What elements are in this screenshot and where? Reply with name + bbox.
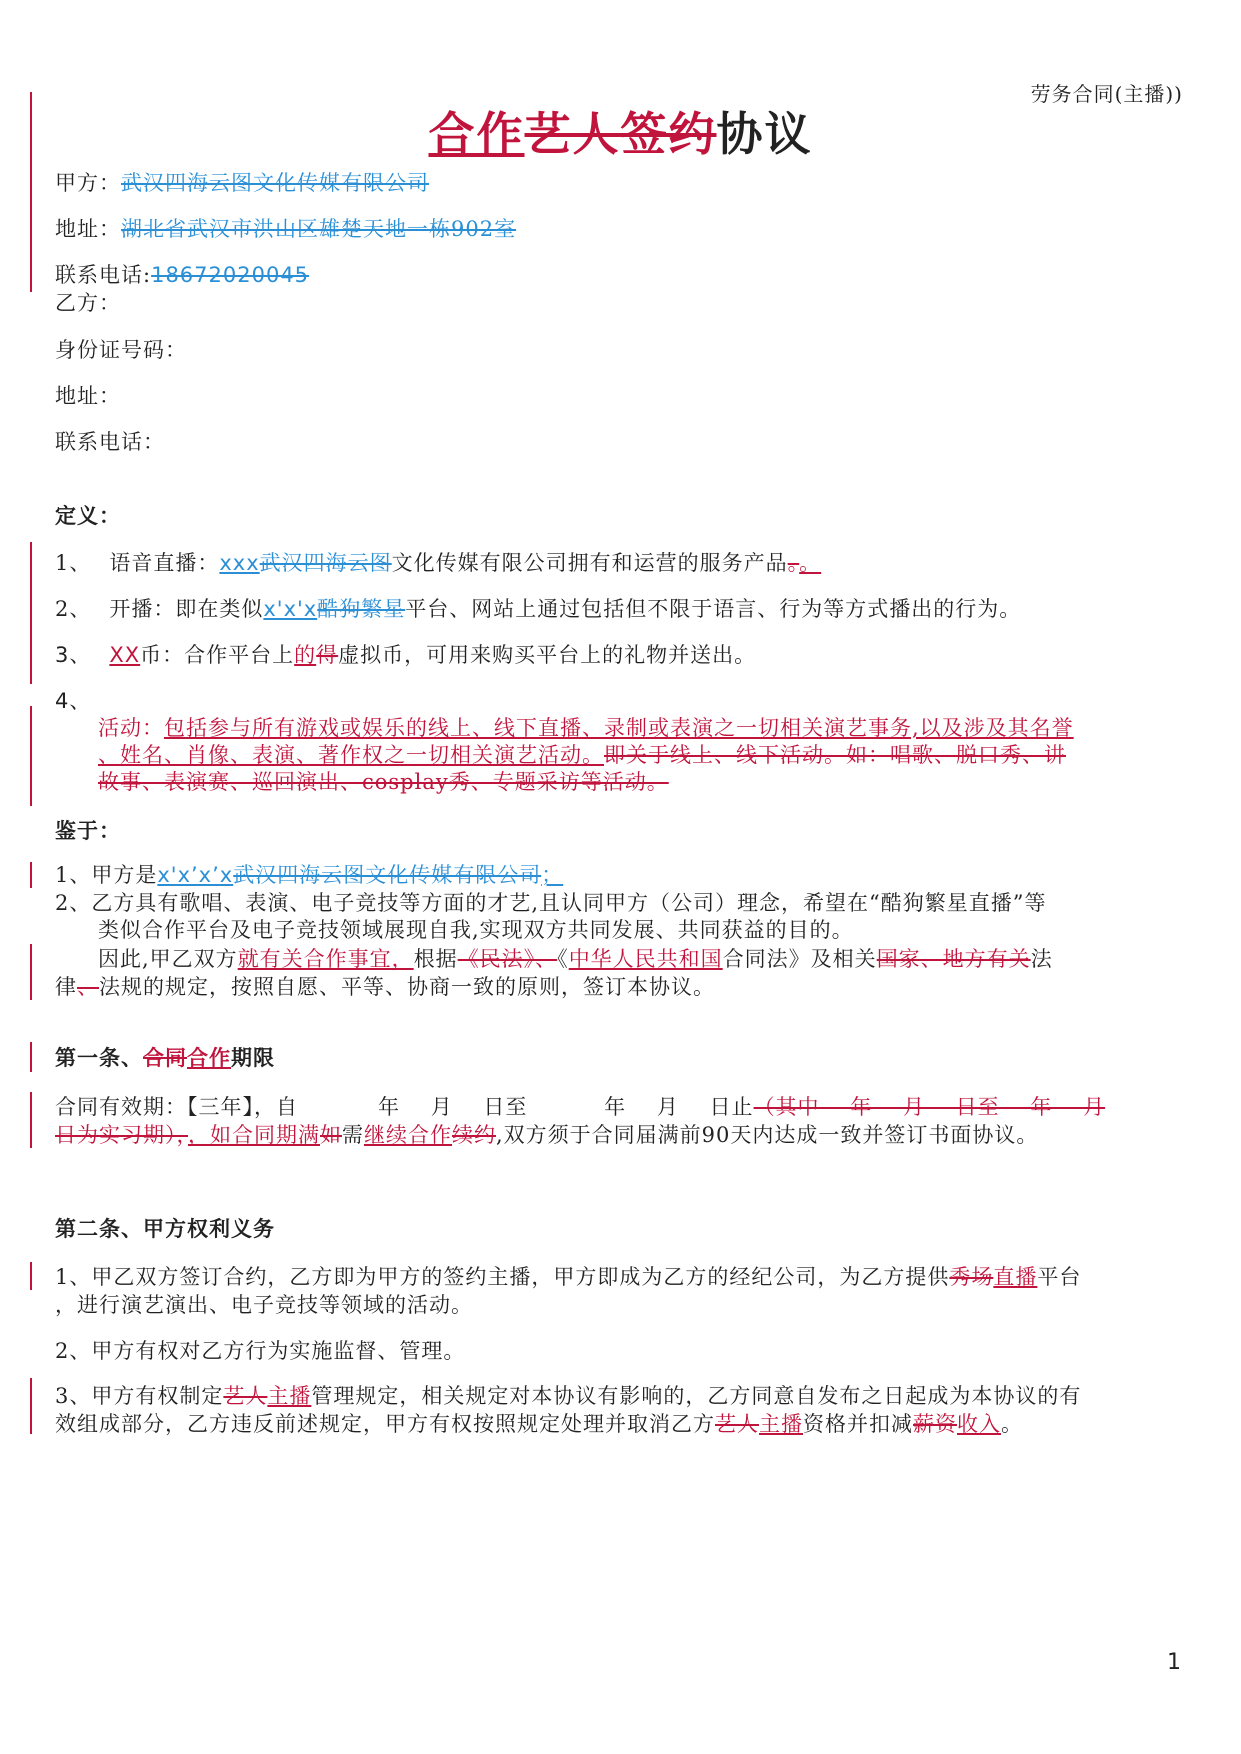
article-2-item-2: 2、甲方有权对乙方行为实施监督、管理。 <box>55 1339 466 1363</box>
deleted-text: 艺人 <box>223 1384 268 1408</box>
list-number: 3、 <box>55 643 92 667</box>
party-a-name-label: 甲方： <box>55 171 121 195</box>
page-header: 劳务合同(主播)) <box>1030 82 1183 106</box>
article-2-item-3-line-1 <box>55 1383 1081 1409</box>
article-text: 需 <box>342 1123 364 1147</box>
definition-1 <box>55 550 821 576</box>
definition-text: 文化传媒有限公司拥有和运营的服务产品 <box>391 551 788 575</box>
inserted-text: 主播 <box>267 1384 312 1408</box>
whereas-text: 合同法》及相关 <box>722 947 877 971</box>
inserted-text: 。 <box>799 551 822 575</box>
definition-4-line-3 <box>98 769 669 795</box>
whereas-text: 《 <box>557 947 569 971</box>
heading-text: 第一条、 <box>55 1045 143 1070</box>
inserted-text: 继续合作 <box>364 1123 452 1147</box>
party-a-phone-value: 18672020045 <box>151 263 310 287</box>
title-inserted: 合作 <box>428 107 525 161</box>
party-b-id-label: 身份证号码： <box>55 338 187 362</box>
article-text: 管理规定，相关规定对本协议有影响的，乙方同意自发布之日起成为本协议的有 <box>311 1384 1082 1408</box>
inserted-text: 收入 <box>957 1412 1001 1436</box>
party-a-address-label: 地址： <box>55 217 121 241</box>
revision-bar <box>30 1092 32 1148</box>
inserted-text: x'x'x <box>263 597 318 621</box>
definition-term: 语音直播： <box>109 551 220 575</box>
deleted-text: 《民法》、 <box>457 947 558 971</box>
inserted-text: ； <box>541 863 564 887</box>
revision-bar <box>30 706 32 806</box>
definition-4-number: 4、 <box>55 689 92 713</box>
deleted-text: 国家、地方有关 <box>876 947 1031 971</box>
whereas-3-line-1 <box>98 946 1053 972</box>
revision-bar <box>30 862 32 888</box>
party-a-phone-line <box>55 262 309 288</box>
article-2-item-3-line-2 <box>55 1411 1023 1437</box>
deleted-text: 故事、表演赛、巡回演出、cosplay秀、专题采访等活动。 <box>98 770 669 794</box>
deleted-text: 合同 <box>143 1045 187 1070</box>
inserted-text: 合作 <box>187 1045 231 1070</box>
party-b-address-label: 地址： <box>55 384 121 408</box>
article-text: 资格并扣减 <box>803 1412 913 1436</box>
title-plain: 协议 <box>716 107 813 161</box>
document-title <box>0 106 1241 162</box>
list-number: 2、 <box>55 597 92 621</box>
party-b-phone-label: 联系电话： <box>55 430 165 454</box>
revision-bar <box>30 1042 32 1072</box>
inserted-text: 中华人民共和国 <box>568 947 723 971</box>
whereas-text: 法 <box>1030 947 1053 971</box>
article-text: ,双方须于合同届满前90天内达成一致并签订书面协议。 <box>496 1123 1039 1147</box>
deleted-text: 即关于线上、线下活动。如：唱歌、脱口秀、讲 <box>604 743 1066 767</box>
definition-text: 虚拟币，可用来购买平台上的礼物并送出。 <box>338 643 757 667</box>
definition-3 <box>55 642 756 668</box>
deleted-text: 、 <box>77 975 99 999</box>
deleted-text: 武汉四海云图文化传媒有限公司 <box>233 863 542 887</box>
deleted-text: 得 <box>316 643 339 667</box>
deleted-text: 。 <box>787 551 800 575</box>
page-number: 1 <box>1167 1650 1181 1675</box>
revision-bar <box>30 1378 32 1434</box>
article-1-line-1 <box>55 1094 1105 1120</box>
party-a-phone-label: 联系电话: <box>55 263 152 287</box>
article-1-line-2 <box>55 1122 1038 1148</box>
whereas-text: 根据 <box>413 947 458 971</box>
whereas-2-line-2: 类似合作平台及电子竞技领域展现自我,实现双方共同发展、共同获益的目的。 <box>98 918 854 942</box>
whereas-text: 法规的规定，按照自愿、平等、协商一致的原则，签订本协议。 <box>99 975 715 999</box>
heading-text: 期限 <box>231 1045 275 1070</box>
definition-text: 平台、网站上通过包括但不限于语言、行为等方式播出的行为。 <box>405 597 1022 621</box>
definition-2 <box>55 596 1021 622</box>
whereas-text: 因此,甲乙双方 <box>98 947 238 971</box>
party-a-address-line <box>55 216 516 242</box>
whereas-1 <box>55 862 563 888</box>
whereas-text: 律 <box>55 975 77 999</box>
article-text: 合同有效期：【三年】，自 <box>55 1095 298 1119</box>
article-text: 平台 <box>1037 1265 1082 1289</box>
party-a-name-value: 武汉四海云图文化传媒有限公司 <box>121 171 429 195</box>
inserted-text: 、姓名、肖像、表演、著作权之一切相关演艺活动。 <box>98 743 604 767</box>
article-text: 效组成部分，乙方违反前述规定，甲方有权按照规定处理并取消乙方 <box>55 1412 715 1436</box>
revision-bar <box>30 944 32 1000</box>
inserted-text: 主播 <box>759 1412 803 1436</box>
deleted-text: 酷狗繁星 <box>317 597 406 621</box>
whereas-heading: 鉴于： <box>55 818 121 843</box>
definition-text: 币：合作平台上 <box>140 643 295 667</box>
deleted-text: （其中 年 月 日至 年 月 <box>753 1095 1106 1119</box>
inserted-text: XX <box>109 643 141 667</box>
definitions-heading: 定义： <box>55 503 121 528</box>
article-text: 。 <box>1001 1412 1023 1436</box>
article-1-heading <box>55 1045 275 1071</box>
article-2-item-1-line-2: ，进行演艺演出、电子竞技等领域的活动。 <box>55 1293 473 1317</box>
revision-bar <box>30 1262 32 1290</box>
deleted-text: 武汉四海云图 <box>259 551 392 575</box>
revision-bar <box>30 542 32 684</box>
deleted-text: 艺人 <box>715 1412 759 1436</box>
inserted-text: 的 <box>294 643 317 667</box>
deleted-text: 续约 <box>452 1123 496 1147</box>
party-a-name-line <box>55 170 429 196</box>
definition-text: 开播：即在类似 <box>109 597 264 621</box>
deleted-text: 秀场 <box>949 1265 994 1289</box>
article-2-item-1-line-1 <box>55 1264 1081 1290</box>
definition-4-line-2 <box>98 742 1066 768</box>
inserted-text: 就有关合作事宜， <box>237 947 414 971</box>
inserted-text: ，如合同期满 <box>188 1123 320 1147</box>
article-text: 3、甲方有权制定 <box>55 1384 224 1408</box>
deleted-text: 日为实习期）， <box>55 1123 188 1147</box>
inserted-text: 包括参与所有游戏或娱乐的线上、线下直播、录制或表演之一切相关演艺事务,以及涉及其名誉 <box>164 716 1074 740</box>
list-number: 1、 <box>55 551 92 575</box>
article-2-heading: 第二条、甲方权利义务 <box>55 1216 275 1241</box>
party-b-name-label: 乙方： <box>55 291 121 315</box>
inserted-text: xxx <box>219 551 260 575</box>
deleted-text: 如 <box>320 1123 342 1147</box>
title-deleted: 艺人签约 <box>524 107 717 161</box>
inserted-text: 直播 <box>993 1265 1038 1289</box>
whereas-2-line-1: 2、乙方具有歌唱、表演、电子竞技等方面的才艺,且认同甲方（公司）理念，希望在“酷狗繁星直播”等 <box>55 891 1047 915</box>
party-a-address-value: 湖北省武汉市洪山区雄楚天地一栋902室 <box>121 217 517 241</box>
inserted-text: x'x’x’x <box>157 863 234 887</box>
definition-term: 活动： <box>98 716 164 740</box>
article-dates: 年 月 日至 年 月 日止 <box>378 1095 754 1119</box>
definition-4-line-1 <box>98 715 1074 741</box>
whereas-3-line-2 <box>55 974 715 1000</box>
deleted-text: 薪资 <box>913 1412 957 1436</box>
whereas-text: 1、甲方是 <box>55 863 158 887</box>
article-text: 1、甲乙双方签订合约，乙方即为甲方的签约主播，甲方即成为乙方的经纪公司，为乙方提供 <box>55 1265 950 1289</box>
